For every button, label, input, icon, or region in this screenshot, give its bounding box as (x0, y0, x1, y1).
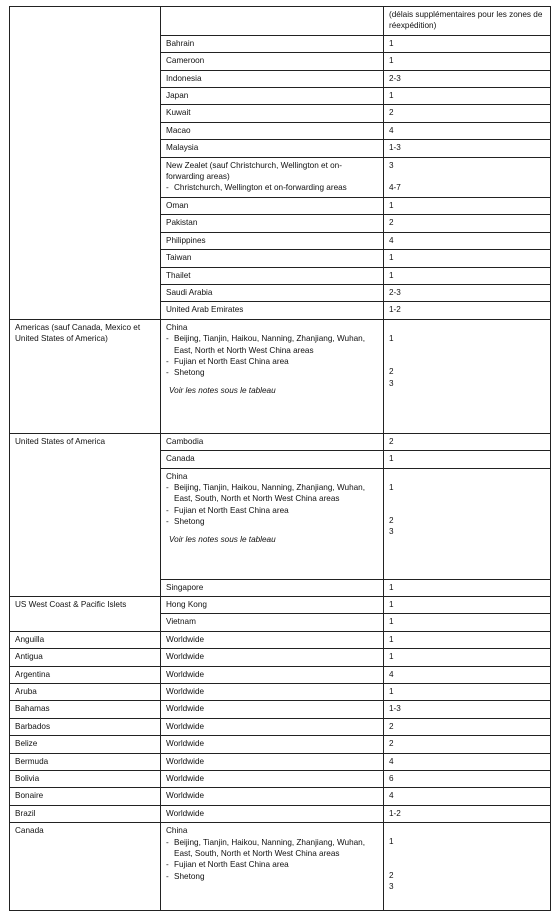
table-row (10, 771, 551, 788)
origin-cell: Brazil (10, 805, 161, 822)
days-cell: 1 (384, 267, 551, 284)
days-cell: 1 (384, 683, 551, 700)
spacer (389, 471, 545, 482)
origin-cell: Bolivia (10, 771, 161, 788)
table-row (10, 7, 551, 36)
dash-bullet: - (166, 871, 169, 881)
destination-cell: Worldwide (161, 788, 384, 805)
spacer (389, 493, 545, 504)
days-cell: 2 (384, 736, 551, 753)
sub-destination-label: Fujian et North East China area (174, 860, 289, 870)
origin-cell: Canada (10, 823, 161, 911)
days-cell: 2 (384, 215, 551, 232)
spacer (389, 859, 545, 870)
sub-destination (166, 837, 378, 860)
sub-destination (166, 516, 378, 527)
destination-cell: Singapore (161, 579, 384, 596)
destination-cell: Worldwide (161, 805, 384, 822)
sub-destination-label: Beijing, Tianjin, Haikou, Nanning, Zhanjiang, Wuhan, East, South, North et North West China areas (174, 837, 366, 859)
table-row (10, 683, 551, 700)
days-cell: 4 (384, 788, 551, 805)
days-value: 3 (389, 378, 394, 388)
destination-cell (161, 319, 384, 433)
sub-destination (166, 182, 378, 193)
table-row (10, 753, 551, 770)
destination-main: China (166, 322, 188, 332)
days-value: 1 (389, 482, 394, 492)
table-row (10, 319, 551, 433)
days-cell: 2 (384, 718, 551, 735)
days-cell: 1 (384, 631, 551, 648)
days-cell: 1 (384, 451, 551, 468)
dash-bullet: - (166, 183, 169, 193)
sub-destination-label: Christchurch, Wellington et on-forwarding areas (174, 183, 347, 193)
destination-cell (161, 468, 384, 579)
sub-destination-label: Beijing, Tianjin, Haikou, Nanning, Zhanjiang, Wuhan, East, North et North West China areas (174, 334, 366, 355)
destination-cell: Worldwide (161, 666, 384, 683)
sub-destination-label: Fujian et North East China area (174, 505, 289, 515)
table-row (10, 805, 551, 822)
destination-main: China (166, 471, 188, 481)
dash-bullet: - (166, 860, 169, 870)
destination-cell: Thailet (161, 267, 384, 284)
destination-cell: Malaysia (161, 140, 384, 157)
days-cell (384, 468, 551, 579)
sub-destination-label: Shetong (174, 517, 205, 527)
destination-cell: Cambodia (161, 433, 384, 450)
table-row (10, 596, 551, 613)
destination-cell: Bahrain (161, 35, 384, 52)
sub-destination (166, 367, 378, 378)
destination-cell (161, 157, 384, 197)
origin-cell: Bonaire (10, 788, 161, 805)
origin-cell: Bahamas (10, 701, 161, 718)
dash-bullet: - (166, 505, 169, 515)
days-value: 3 (389, 160, 394, 170)
days-cell: 4 (384, 753, 551, 770)
dash-bullet: - (166, 837, 169, 847)
origin-cell: Antigua (10, 649, 161, 666)
days-value: 4-7 (389, 183, 401, 193)
destination-cell (161, 823, 384, 911)
destination-cell: Japan (161, 88, 384, 105)
table-row (10, 788, 551, 805)
destination-cell: Worldwide (161, 701, 384, 718)
dash-bullet: - (166, 334, 169, 344)
days-value: 1 (389, 333, 394, 343)
days-cell: 1 (384, 614, 551, 631)
origin-cell: Belize (10, 736, 161, 753)
origin-cell: Bermuda (10, 753, 161, 770)
spacer (389, 322, 545, 333)
spacer (389, 171, 545, 182)
origin-cell: Americas (sauf Canada, Mexico et United States of America) (10, 319, 161, 433)
days-value: 3 (389, 882, 394, 892)
destination-cell: Vietnam (161, 614, 384, 631)
destination-cell: Saudi Arabia (161, 284, 384, 301)
days-cell: 4 (384, 232, 551, 249)
destination-cell: United Arab Emirates (161, 302, 384, 319)
sub-destination (166, 505, 378, 516)
sub-destination (166, 871, 378, 882)
table-note: Voir les notes sous le tableau (169, 385, 276, 395)
destination-cell: Taiwan (161, 250, 384, 267)
days-cell: 1 (384, 53, 551, 70)
destination-cell: Oman (161, 197, 384, 214)
days-cell (384, 319, 551, 433)
table-row (10, 433, 551, 450)
destination-cell: Worldwide (161, 771, 384, 788)
days-cell: 1 (384, 35, 551, 52)
destination-cell: Hong Kong (161, 596, 384, 613)
days-cell: 2-3 (384, 70, 551, 87)
days-cell: 2 (384, 105, 551, 122)
days-cell: 2-3 (384, 284, 551, 301)
days-cell: 1-2 (384, 302, 551, 319)
destination-cell: Worldwide (161, 736, 384, 753)
sub-destination-label: Shetong (174, 871, 205, 881)
days-cell: 1 (384, 596, 551, 613)
days-cell: 1 (384, 250, 551, 267)
destination-main: China (166, 826, 188, 836)
destination-cell: Macao (161, 122, 384, 139)
transit-times-table (9, 6, 551, 911)
dash-bullet: - (166, 517, 169, 527)
table-row (10, 736, 551, 753)
table-row (10, 649, 551, 666)
days-cell (384, 823, 551, 911)
dash-bullet: - (166, 482, 169, 492)
destination-cell: Cameroon (161, 53, 384, 70)
dash-bullet: - (166, 368, 169, 378)
days-cell (384, 157, 551, 197)
sub-destination (166, 482, 378, 505)
days-cell: 4 (384, 666, 551, 683)
days-value: 1 (389, 837, 394, 847)
destination-cell: Kuwait (161, 105, 384, 122)
days-value: 2 (389, 870, 394, 880)
origin-cell (10, 7, 161, 320)
spacer (389, 848, 545, 859)
destination-cell: Worldwide (161, 631, 384, 648)
days-value: 3 (389, 527, 394, 537)
destination-cell: Philippines (161, 232, 384, 249)
origin-cell: Argentina (10, 666, 161, 683)
days-cell: 1-2 (384, 805, 551, 822)
spacer (389, 504, 545, 515)
spacer (389, 825, 545, 836)
origin-cell: Barbados (10, 718, 161, 735)
table-row (10, 666, 551, 683)
sub-destination (166, 859, 378, 870)
destination-cell: Worldwide (161, 649, 384, 666)
sub-destination-label: Fujian et North East China area (174, 356, 289, 366)
destination-main: New Zealet (sauf Christchurch, Wellington et on-forwarding areas) (166, 160, 342, 182)
days-cell: 1 (384, 197, 551, 214)
origin-cell: US West Coast & Pacific Islets (10, 596, 161, 631)
dash-bullet: - (166, 356, 169, 366)
destination-cell: Worldwide (161, 753, 384, 770)
days-cell: 1-3 (384, 140, 551, 157)
origin-cell: United States of America (10, 433, 161, 596)
days-cell: 2 (384, 433, 551, 450)
sub-destination-label: Shetong (174, 368, 205, 378)
destination-cell: Worldwide (161, 683, 384, 700)
spacer (389, 355, 545, 366)
days-cell: 4 (384, 122, 551, 139)
destination-cell: Worldwide (161, 718, 384, 735)
sub-destination (166, 356, 378, 367)
destination-cell: Indonesia (161, 70, 384, 87)
destination-cell (161, 7, 384, 36)
days-cell: 1-3 (384, 701, 551, 718)
origin-cell: Anguilla (10, 631, 161, 648)
table-row (10, 631, 551, 648)
table-note: Voir les notes sous le tableau (169, 534, 276, 544)
sub-destination-label: Beijing, Tianjin, Haikou, Nanning, Zhanjiang, Wuhan, East, South, North et North West China areas (174, 482, 366, 504)
days-cell: 1 (384, 649, 551, 666)
destination-cell: Pakistan (161, 215, 384, 232)
table-row (10, 823, 551, 911)
days-value: 2 (389, 515, 394, 525)
days-cell: 1 (384, 579, 551, 596)
spacer (389, 344, 545, 355)
days-value: 2 (389, 367, 394, 377)
table-row (10, 701, 551, 718)
days-cell: 6 (384, 771, 551, 788)
sub-destination (166, 333, 378, 356)
header-note: (délais supplémentaires pour les zones de réexpédition) (384, 7, 551, 36)
days-cell: 1 (384, 88, 551, 105)
table-row (10, 718, 551, 735)
destination-cell: Canada (161, 451, 384, 468)
origin-cell: Aruba (10, 683, 161, 700)
